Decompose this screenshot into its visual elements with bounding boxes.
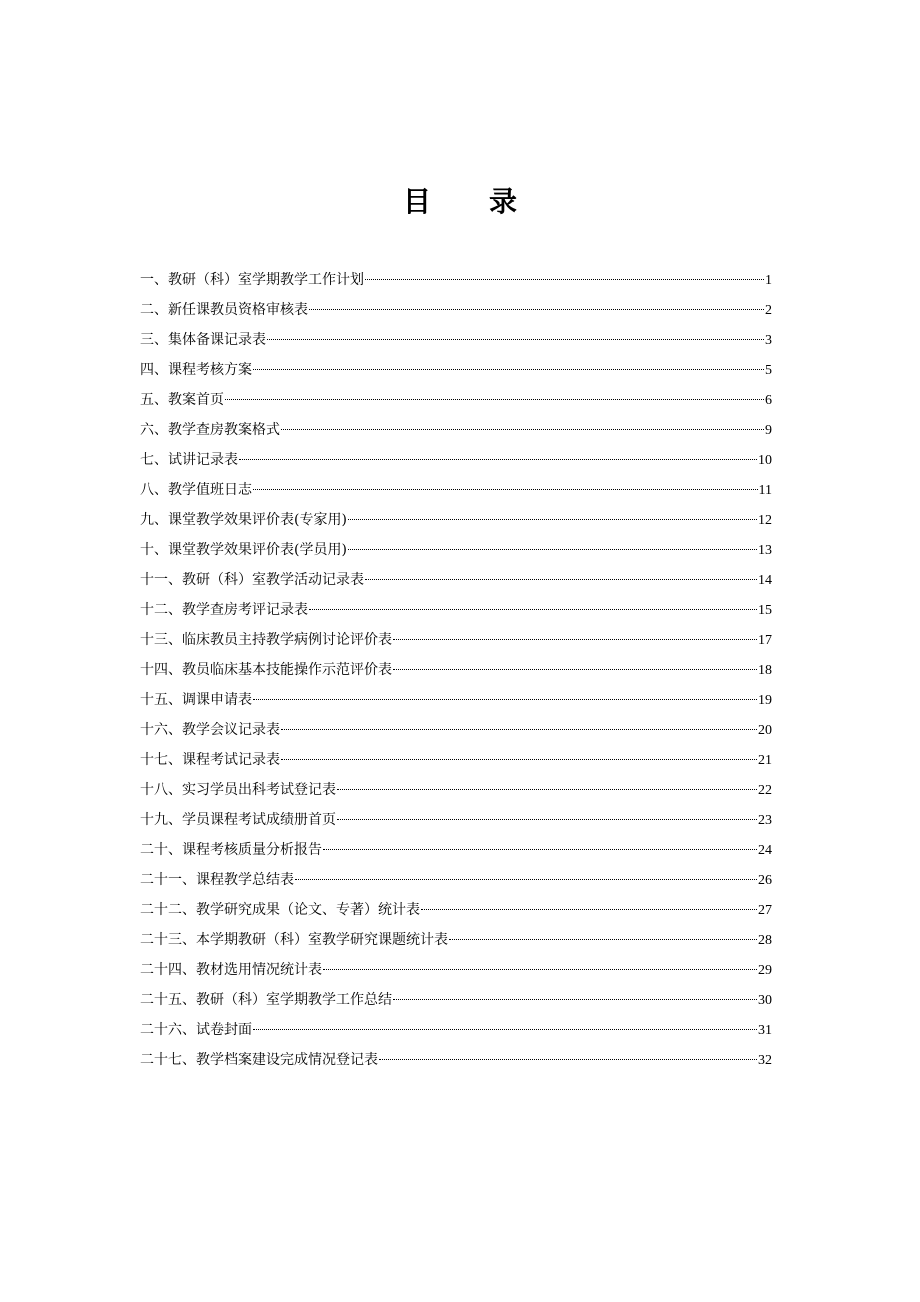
toc-entry[interactable] <box>140 805 772 835</box>
toc-dot-leader <box>323 969 757 970</box>
toc-entry-label: 十、课堂教学效果评价表(学员用) <box>140 542 347 558</box>
toc-entry-page-number: 3 <box>765 333 772 348</box>
toc-entry-page-number: 10 <box>758 453 772 468</box>
toc-entry[interactable] <box>140 835 772 865</box>
toc-dot-leader <box>421 909 757 910</box>
toc-dot-leader <box>337 789 757 790</box>
toc-entry[interactable] <box>140 535 772 565</box>
toc-entry-page-number: 15 <box>758 603 772 618</box>
toc-entry-page-number: 1 <box>765 273 772 288</box>
toc-entry[interactable] <box>140 565 772 595</box>
toc-dot-leader <box>295 879 757 880</box>
toc-entry-page-number: 12 <box>758 513 772 528</box>
toc-entry-label: 十三、临床教员主持教学病例讨论评价表 <box>140 632 392 648</box>
toc-dot-leader <box>253 699 757 700</box>
toc-entry-label: 十八、实习学员出科考试登记表 <box>140 782 336 798</box>
page-title <box>0 182 920 222</box>
toc-entry-page-number: 24 <box>758 843 772 858</box>
toc-entry-page-number: 28 <box>758 933 772 948</box>
toc-entry-label: 二十二、教学研究成果（论文、专著）统计表 <box>140 902 420 918</box>
toc-entry-page-number: 13 <box>758 543 772 558</box>
toc-entry[interactable] <box>140 1015 772 1045</box>
toc-dot-leader <box>393 669 757 670</box>
toc-entry-label: 二十四、教材选用情况统计表 <box>140 962 322 978</box>
toc-entry-page-number: 9 <box>765 423 772 438</box>
toc-entry-label: 二、新任课教员资格审核表 <box>140 302 308 318</box>
toc-entry-page-number: 2 <box>765 303 772 318</box>
toc-dot-leader <box>449 939 757 940</box>
toc-entry-page-number: 5 <box>765 363 772 378</box>
toc-entry-page-number: 29 <box>758 963 772 978</box>
toc-dot-leader <box>281 759 757 760</box>
toc-entry-page-number: 30 <box>758 993 772 1008</box>
toc-dot-leader <box>253 489 758 490</box>
toc-entry[interactable] <box>140 685 772 715</box>
toc-entry-page-number: 27 <box>758 903 772 918</box>
toc-entry-page-number: 31 <box>758 1023 772 1038</box>
title-char-2: 录 <box>489 185 518 218</box>
toc-entry-label: 七、试讲记录表 <box>140 452 238 468</box>
toc-entry-label: 十一、教研（科）室教学活动记录表 <box>140 572 364 588</box>
toc-dot-leader <box>393 639 757 640</box>
toc-entry-label: 五、教案首页 <box>140 392 224 408</box>
toc-dot-leader <box>309 309 764 310</box>
toc-entry[interactable] <box>140 595 772 625</box>
toc-entry[interactable] <box>140 415 772 445</box>
toc-entry-page-number: 22 <box>758 783 772 798</box>
toc-dot-leader <box>281 729 757 730</box>
toc-entry[interactable] <box>140 715 772 745</box>
toc-entry[interactable] <box>140 895 772 925</box>
toc-entry-page-number: 26 <box>758 873 772 888</box>
toc-dot-leader <box>267 339 764 340</box>
toc-entry-page-number: 32 <box>758 1053 772 1068</box>
toc-entry[interactable] <box>140 655 772 685</box>
toc-entry-page-number: 17 <box>758 633 772 648</box>
toc-entry[interactable] <box>140 385 772 415</box>
toc-entry-label: 二十、课程考核质量分析报告 <box>140 842 322 858</box>
toc-entry-label: 八、教学值班日志 <box>140 482 252 498</box>
toc-dot-leader <box>365 579 757 580</box>
toc-dot-leader <box>253 369 764 370</box>
toc-dot-leader <box>393 999 757 1000</box>
toc-entry-label: 一、教研（科）室学期教学工作计划 <box>140 272 364 288</box>
toc-entry[interactable] <box>140 505 772 535</box>
toc-entry-label: 十六、教学会议记录表 <box>140 722 280 738</box>
toc-entry[interactable] <box>140 325 772 355</box>
toc-entry-label: 十二、教学查房考评记录表 <box>140 602 308 618</box>
toc-dot-leader <box>309 609 757 610</box>
toc-entry-page-number: 21 <box>758 753 772 768</box>
toc-entry-label: 九、课堂教学效果评价表(专家用) <box>140 512 347 528</box>
toc-entry[interactable] <box>140 625 772 655</box>
toc-entry-label: 四、课程考核方案 <box>140 362 252 378</box>
toc-entry-page-number: 11 <box>758 483 772 498</box>
toc-dot-leader <box>225 399 764 400</box>
toc-entry-label: 十九、学员课程考试成绩册首页 <box>140 812 336 828</box>
toc-entry[interactable] <box>140 985 772 1015</box>
table-of-contents <box>140 265 772 1075</box>
toc-entry-label: 十四、教员临床基本技能操作示范评价表 <box>140 662 392 678</box>
toc-entry-page-number: 18 <box>758 663 772 678</box>
toc-entry[interactable] <box>140 355 772 385</box>
toc-dot-leader <box>337 819 757 820</box>
toc-entry[interactable] <box>140 775 772 805</box>
toc-entry[interactable] <box>140 295 772 325</box>
toc-entry[interactable] <box>140 925 772 955</box>
toc-entry-label: 十五、调课申请表 <box>140 692 252 708</box>
toc-entry-label: 二十六、试卷封面 <box>140 1022 252 1038</box>
toc-entry-label: 三、集体备课记录表 <box>140 332 266 348</box>
toc-entry-label: 六、教学查房教案格式 <box>140 422 280 438</box>
toc-dot-leader <box>281 429 764 430</box>
toc-dot-leader <box>323 849 757 850</box>
toc-entry[interactable] <box>140 445 772 475</box>
toc-entry[interactable] <box>140 745 772 775</box>
toc-dot-leader <box>379 1059 757 1060</box>
toc-dot-leader <box>239 459 757 460</box>
toc-entry-page-number: 6 <box>765 393 772 408</box>
toc-entry-label: 二十三、本学期教研（科）室教学研究课题统计表 <box>140 932 448 948</box>
toc-entry-label: 二十一、课程教学总结表 <box>140 872 294 888</box>
toc-entry-page-number: 14 <box>758 573 772 588</box>
toc-entry-label: 二十五、教研（科）室学期教学工作总结 <box>140 992 392 1008</box>
toc-dot-leader <box>348 549 757 550</box>
toc-entry[interactable] <box>140 865 772 895</box>
toc-entry-page-number: 19 <box>758 693 772 708</box>
toc-entry[interactable] <box>140 955 772 985</box>
toc-entry[interactable] <box>140 1045 772 1075</box>
toc-dot-leader <box>348 519 757 520</box>
toc-entry[interactable] <box>140 265 772 295</box>
toc-entry-page-number: 20 <box>758 723 772 738</box>
toc-entry-label: 十七、课程考试记录表 <box>140 752 280 768</box>
toc-entry-label: 二十七、教学档案建设完成情况登记表 <box>140 1052 378 1068</box>
toc-entry[interactable] <box>140 475 772 505</box>
toc-entry-page-number: 23 <box>758 813 772 828</box>
toc-dot-leader <box>365 279 764 280</box>
title-char-1: 目 <box>402 185 431 218</box>
toc-dot-leader <box>253 1029 757 1030</box>
